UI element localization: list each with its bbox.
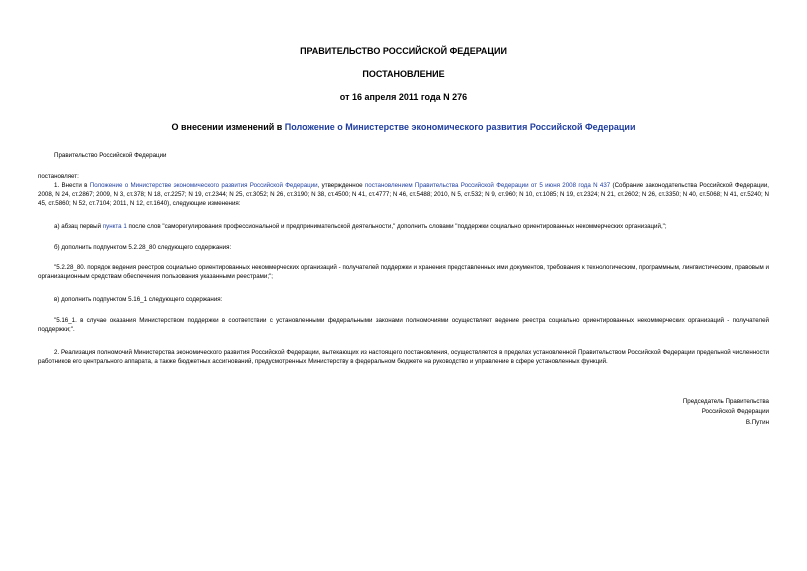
- signature-country-line: Российской Федерации: [701, 408, 769, 415]
- paragraph-1-start: 1. Внести в: [54, 182, 90, 189]
- document-title: [0, 122, 807, 133]
- subparagraph-b: б) дополнить подпунктом 5.2.28_80 следующего содержания:: [54, 244, 232, 251]
- regulation-link[interactable]: Положение о Министерстве экономического развития Российской Федерации: [89, 182, 318, 189]
- decrees-text: постановляет:: [38, 173, 79, 180]
- government-heading: ПРАВИТЕЛЬСТВО РОССИЙСКОЙ ФЕДЕРАЦИИ: [300, 46, 507, 56]
- subparagraph-a-start: а) абзац первый: [54, 223, 103, 230]
- signature-name: В.Путин: [745, 419, 769, 426]
- subparagraph-a-end: после слов "саморегулирования профессиональной и предпринимательской деятельности," дополнить словами "поддержки социально ориентированных некоммерческих организаций,";: [126, 223, 667, 230]
- paragraph-1-mid: , утвержденное: [317, 182, 365, 189]
- paragraph-2: 2. Реализация полномочий Министерства экономического развития Российской Федерации, вытекающих из настоящего постановления, осуществляется в пределах установленной Правительством Российской Федерации предельной численности работников его центрального аппарата, а также бюджетных ассигнований, предусмотренных Министерству в федеральном бюджете на руководство и управление в сфере установленных функций.: [38, 349, 769, 365]
- subparagraph-v: в) дополнить подпунктом 5.16_1 следующего содержания:: [54, 296, 223, 303]
- paragraph-1: [38, 181, 769, 208]
- document-type-heading: ПОСТАНОВЛЕНИЕ: [362, 69, 445, 79]
- point-1-link[interactable]: пункта 1: [102, 223, 127, 230]
- resolution-437-link[interactable]: постановлением Правительства Российской Федерации от 5 июня 2008 года N 437: [364, 182, 611, 189]
- subparagraph-v-quote: "5.16_1. в случае оказания Министерством поддержки в соответствии с установленными федеральными законами полномочиями осуществляет ведение реестра социально ориентированных некоммерческих организаций - получателей поддержки;".: [38, 317, 769, 333]
- title-prefix: О внесении изменений в: [171, 122, 285, 132]
- title-regulation-link[interactable]: Положение о Министерстве экономического развития Российской Федерации: [284, 122, 636, 132]
- subparagraph-a: [54, 222, 667, 231]
- intro-text: Правительство Российской Федерации: [54, 152, 167, 159]
- date-number-heading: от 16 апреля 2011 года N 276: [339, 92, 468, 102]
- signature-position-line: Председатель Правительства: [682, 398, 769, 405]
- paragraph-1-end: (Собрание законодательства Российской Федерации, 2008, N 24, ст.2867; 2009, N 3, ст.378; N 18, ст.2257; N 19, ст.2344; N 25, ст.3052; N 26, ст.3190; N 38, ст.4500; N 41, ст.4777; N 46, ст.5488; 2010, N 5, ст.532; N 9, ст.960; N 10, ст.1085; N 19, ст.2324; N 21, ст.2602; N 26, ст.3350; N 40, ст.5068; N 41, ст.5240; N 45, ст.5860; N 52, ст.7104; 2011, N 12, ст.1640), следующие изменения:: [38, 182, 769, 207]
- subparagraph-b-quote: "5.2.28_80. порядок ведения реестров социально ориентированных некоммерческих организаций - получателей поддержки и хранения представленных ими документов, требования к технологическим, программным, лингвистическим, правовым и организационным средствам обеспечения пользования указанными реестрами;";: [38, 264, 769, 280]
